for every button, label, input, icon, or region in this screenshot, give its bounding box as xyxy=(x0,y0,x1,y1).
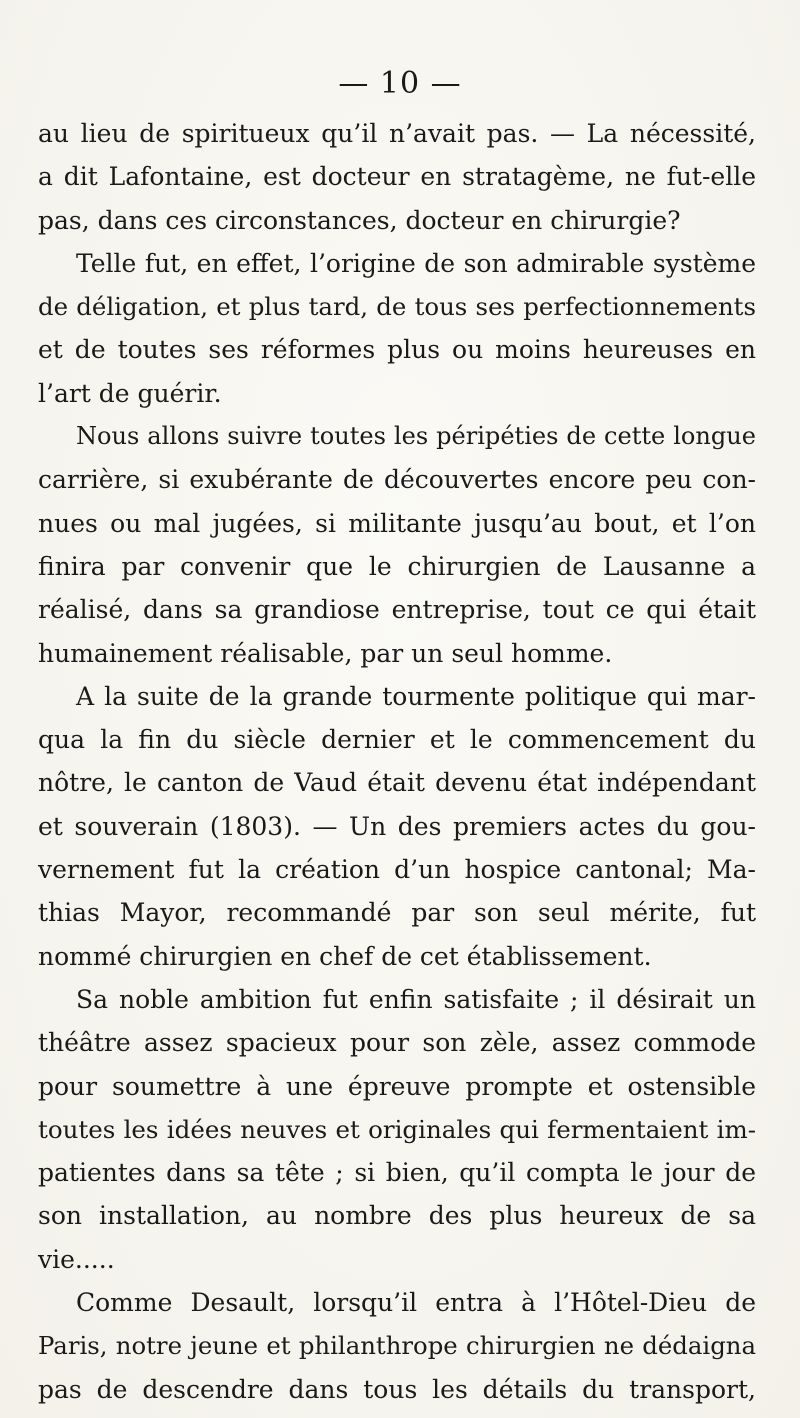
text-line: Nous allons suivre toutes les péripéties de cette longue xyxy=(76,422,756,451)
text-line: finira par convenir que le chirurgien de Lausanne a xyxy=(38,551,756,581)
text-line: Telle fut, en effet, l’origine de son admirable système xyxy=(76,248,756,278)
text-line: vie..... xyxy=(38,1244,115,1274)
text-line: carrière, si exubérante de découvertes encore peu con- xyxy=(38,465,756,495)
text-line: vernement fut la création d’un hospice cantonal; Ma- xyxy=(38,855,756,885)
text-line: au lieu de spiritueux qu’il n’avait pas. — La nécessité, xyxy=(38,119,756,148)
paragraph xyxy=(38,978,756,1281)
text-line: réalisé, dans sa grandiose entreprise, tout ce qui était xyxy=(38,595,756,625)
text-line: pas de descendre dans tous les détails du transport, xyxy=(38,1374,756,1404)
text-line: nues ou mal jugées, si militante jusqu’au bout, et l’on xyxy=(38,508,756,538)
text-line: pour soumettre à une épreuve prompte et ostensible xyxy=(38,1071,756,1101)
text-line: thias Mayor, recommandé par son seul mérite, fut xyxy=(38,898,756,928)
text-line: l’art de guérir. xyxy=(38,378,222,408)
paragraph xyxy=(38,1281,756,1411)
text-line: Sa noble ambition fut enfin satisfaite ; il désirait un xyxy=(76,984,756,1014)
text-line: qua la fin du siècle dernier et le commencement du xyxy=(38,725,756,755)
paragraph xyxy=(38,415,756,675)
page-number: — 10 — xyxy=(338,66,462,101)
paragraph xyxy=(38,242,756,415)
body-text xyxy=(38,112,756,1411)
text-line: a dit Lafontaine, est docteur en stratagème, ne fut-elle xyxy=(38,162,756,192)
text-line: pas, dans ces circonstances, docteur en chirurgie? xyxy=(38,205,681,235)
text-line: et de toutes ses réformes plus ou moins heureuses en xyxy=(38,335,756,365)
text-line: théâtre assez spacieux pour son zèle, assez commode xyxy=(38,1028,756,1058)
text-line: Comme Desault, lorsqu’il entra à l’Hôtel-Dieu de xyxy=(76,1288,756,1318)
text-line: toutes les idées neuves et originales qui fermentaient im- xyxy=(38,1114,756,1144)
text-line: humainement réalisable, par un seul homme. xyxy=(38,638,613,668)
text-line: nommé chirurgien en chef de cet établissement. xyxy=(38,941,652,971)
text-line: patientes dans sa tête ; si bien, qu’il compta le jour de xyxy=(38,1158,756,1188)
text-line: de déligation, et plus tard, de tous ses perfectionnements xyxy=(38,292,756,322)
paragraph xyxy=(38,675,756,978)
text-line: son installation, au nombre des plus heureux de sa xyxy=(38,1201,756,1231)
text-line: A la suite de la grande tourmente politique qui mar- xyxy=(76,681,756,711)
text-line: nôtre, le canton de Vaud était devenu état indépendant xyxy=(38,768,756,798)
text-line: et souverain (1803). — Un des premiers actes du gou- xyxy=(38,811,756,841)
paragraph xyxy=(38,112,756,242)
text-line: Paris, notre jeune et philanthrope chirurgien ne dédaigna xyxy=(38,1331,756,1361)
